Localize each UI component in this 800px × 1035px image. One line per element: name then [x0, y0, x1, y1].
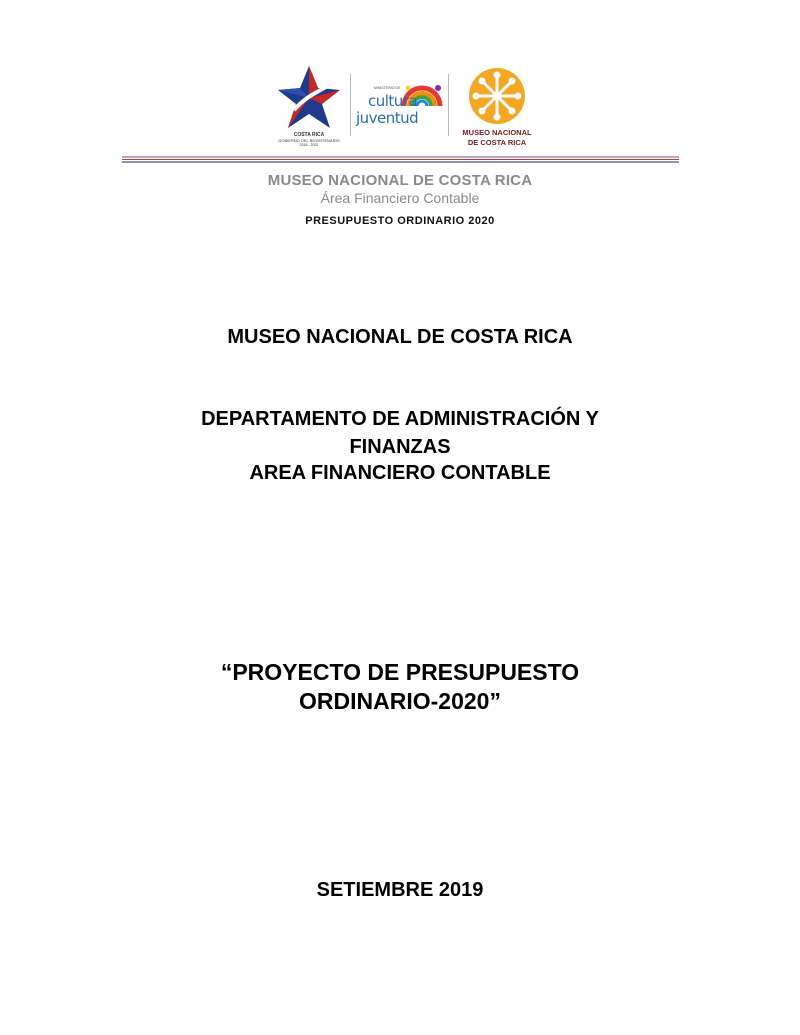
logo-divider	[350, 74, 351, 136]
letterhead-area: Área Financiero Contable	[320, 190, 480, 206]
department-heading-line1: DEPARTAMENTO DE ADMINISTRACIÓN Y	[201, 408, 599, 430]
header-logos	[270, 62, 540, 154]
header-rule	[122, 159, 679, 160]
project-title-line2: ORDINARIO-2020”	[299, 688, 501, 714]
header-rule	[122, 156, 679, 158]
logo-divider	[448, 74, 449, 136]
document-date: SETIEMBRE 2019	[316, 879, 484, 901]
project-title-line1: “PROYECTO DE PRESUPUESTO	[220, 659, 580, 685]
period-label: 2018 - 2022	[299, 143, 319, 147]
costa-rica-label: COSTA RICA	[293, 132, 325, 138]
museo-sun-icon	[466, 66, 528, 126]
ministerio-small-label: MINISTERIO DE	[374, 86, 401, 90]
costa-rica-star-icon	[274, 64, 344, 130]
header-rule	[122, 161, 679, 163]
gobierno-label: GOBIERNO DEL BICENTENARIO	[278, 138, 340, 143]
department-heading-line2: FINANZAS	[349, 436, 451, 458]
museo-nacional-logo	[454, 62, 540, 152]
letterhead-budget: PRESUPUESTO ORDINARIO 2020	[305, 215, 495, 227]
juventud-label: juventud	[356, 109, 419, 127]
ministerio-cultura-logo	[354, 76, 446, 136]
institution-heading: MUSEO NACIONAL DE COSTA RICA	[227, 326, 573, 348]
letterhead-institution: MUSEO NACIONAL DE COSTA RICA	[267, 172, 533, 189]
costa-rica-government-logo	[270, 62, 348, 152]
cultura-label: cultura	[368, 92, 418, 110]
museo-logo-line1: MUSEO NACIONAL	[462, 128, 532, 137]
museo-logo-line2: DE COSTA RICA	[467, 138, 527, 147]
area-heading: AREA FINANCIERO CONTABLE	[249, 462, 551, 484]
